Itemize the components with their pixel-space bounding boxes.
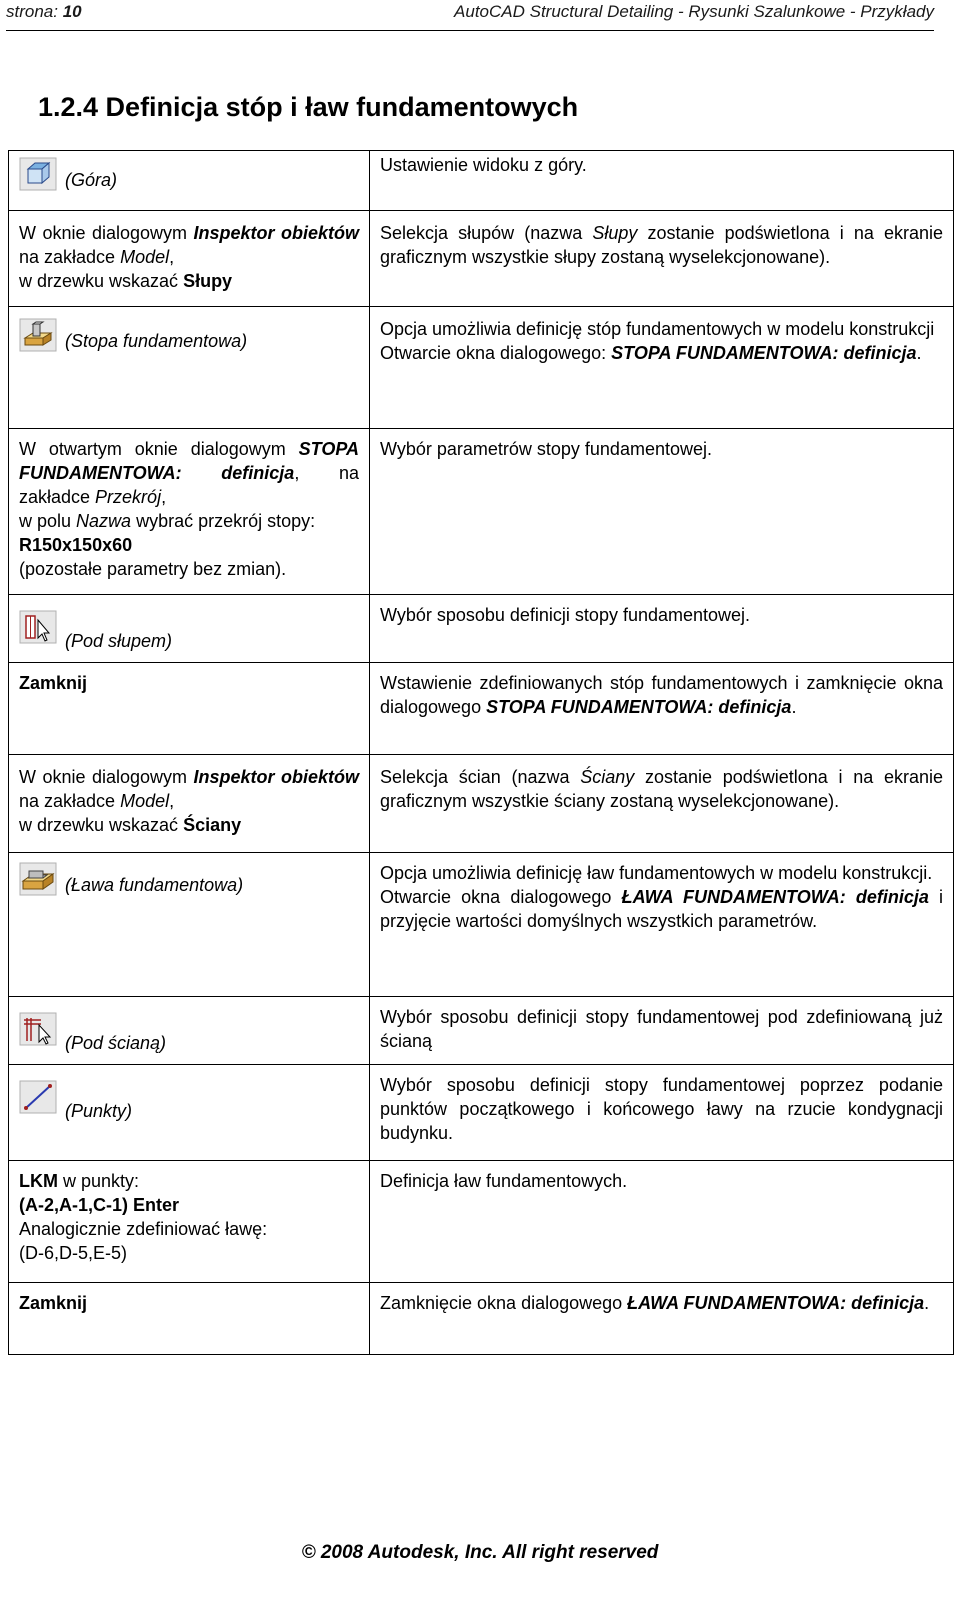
step-action [9,307,370,429]
text: Słupy [592,223,638,243]
under-wall-icon[interactable] [19,1012,57,1046]
view-top-icon[interactable] [19,157,57,191]
text: zostanie podświetlona i na ekranie graficznym wszystkie słupy zostaną wyselekcjonowane). [380,223,943,267]
step-action [9,997,370,1065]
text: Analogicznie zdefiniować ławę: [19,1219,268,1239]
table-row [9,853,954,997]
text: W oknie dialogowym [19,223,194,243]
tab-name: Model [120,791,170,811]
document-title: AutoCAD Structural Detailing - Rysunki Szalunkowe - Przykłady [454,2,934,21]
strip-footing-label: (Ława fundamentowa) [65,875,244,895]
text: , [169,247,175,267]
tab-name: Model [120,247,170,267]
step-description: Ustawienie widoku z góry. [370,151,954,211]
spread-footing-label: (Stopa fundamentowa) [65,331,248,351]
text: . [791,697,797,717]
under-column-icon[interactable] [19,610,57,644]
text: Otwarcie okna dialogowego [380,887,622,907]
text: w drzewku wskazać [19,815,184,835]
page-footer: © 2008 Autodesk, Inc. All right reserved [301,1542,659,1563]
section-value: R150x150x60 [19,535,133,555]
text: w drzewku wskazać [19,271,184,291]
mouse-button-name: LKM [19,1171,58,1191]
table-row [9,595,954,663]
step-description [370,307,954,429]
step-action [9,853,370,997]
text: W otwartym oknie dialogowym [19,439,299,459]
view-top-label: (Góra) [65,170,118,190]
step-description [370,853,954,997]
step-description [370,1283,954,1355]
text: , [161,487,167,507]
text: zostanie podświetlona i na ekranie graficznym wszystkie ściany zostaną wyselekcjonowane). [380,767,943,811]
table-row [9,307,954,429]
step-description [370,211,954,307]
text: . [924,1293,930,1313]
dialog-name: ŁAWA FUNDAMENTOWA: definicja [627,1293,925,1313]
text: Opcja umożliwia definicję stóp fundamentowych w modelu konstrukcji [380,319,935,339]
table-row [9,1283,954,1355]
table-row [9,211,954,307]
text: Opcja umożliwia definicję ław fundamentowych w modelu konstrukcji. [380,863,933,883]
text: Ściany [580,767,635,787]
text: Selekcja ścian (nazwa [380,767,581,787]
step-action [9,755,370,853]
dialog-name: ŁAWA FUNDAMENTOWA: definicja [621,887,929,907]
tree-item-name: Słupy [183,271,233,291]
step-description [370,755,954,853]
text: na zakładce [19,791,121,811]
step-action [9,429,370,595]
table-row [9,997,954,1065]
points-value: (A-2,A-1,C-1) Enter [19,1195,180,1215]
text: w punkty: [58,1171,140,1191]
table-row [9,151,954,211]
steps-table [8,150,954,1355]
dialog-name: STOPA FUNDAMENTOWA: definicja [19,439,359,483]
text: Zamknięcie okna dialogowego [380,1293,628,1313]
table-row [9,429,954,595]
text: W oknie dialogowym [19,767,194,787]
section-title: 1.2.4 Definicja stóp i ław fundamentowych [38,92,579,122]
text: (pozostałe parametry bez zmian). [19,559,287,579]
inspector-name: Inspektor obiektów [193,767,359,787]
dialog-name: STOPA FUNDAMENTOWA: definicja [486,697,792,717]
table-row [9,663,954,755]
table-row [9,1161,954,1283]
page-number-label: strona: 10 [6,2,82,21]
text: (D-6,D-5,E-5) [19,1243,128,1263]
points-label: (Punkty) [65,1101,133,1121]
page-header [6,0,934,31]
step-action [9,595,370,663]
text: wybrać przekrój stopy: [131,511,316,531]
field-name: Nazwa [76,511,132,531]
step-action [9,151,370,211]
text: Otwarcie okna dialogowego: [380,343,612,363]
under-column-label: (Pod słupem) [65,631,173,651]
points-line-icon[interactable] [19,1080,57,1114]
tab-name: Przekrój [95,487,162,507]
step-action [9,1065,370,1161]
step-description [370,663,954,755]
text: , [169,791,175,811]
dialog-name: STOPA FUNDAMENTOWA: definicja [611,343,917,363]
table-row [9,755,954,853]
close-action: Zamknij [9,1283,370,1355]
text: w polu [19,511,77,531]
step-action [9,1161,370,1283]
step-description: Wybór sposobu definicji stopy fundamentowej pod zdefiniowaną już ścianą [370,997,954,1065]
close-action: Zamknij [9,663,370,755]
spread-footing-icon[interactable] [19,318,57,352]
step-description: Wybór parametrów stopy fundamentowej. [370,429,954,595]
text: na zakładce [19,247,121,267]
tree-item-name: Ściany [183,815,242,835]
text: Selekcja słupów (nazwa [380,223,593,243]
strip-footing-icon[interactable] [19,862,57,896]
step-description: Wybór sposobu definicji stopy fundamentowej poprzez podanie punktów początkowego i końcowego ławy na rzucie kondygnacji budynku. [370,1065,954,1161]
text: , na zakładce [19,463,359,507]
step-action [9,211,370,307]
text: Wstawienie zdefiniowanych stóp fundamentowych i zamknięcie okna dialogowego [380,673,943,717]
under-wall-label: (Pod ścianą) [65,1033,167,1053]
text: i przyjęcie wartości domyślnych wszystkich parametrów. [380,887,944,931]
step-description: Wybór sposobu definicji stopy fundamentowej. [370,595,954,663]
table-row [9,1065,954,1161]
inspector-name: Inspektor obiektów [193,223,359,243]
step-description: Definicja ław fundamentowych. [370,1161,954,1283]
text: . [916,343,922,363]
